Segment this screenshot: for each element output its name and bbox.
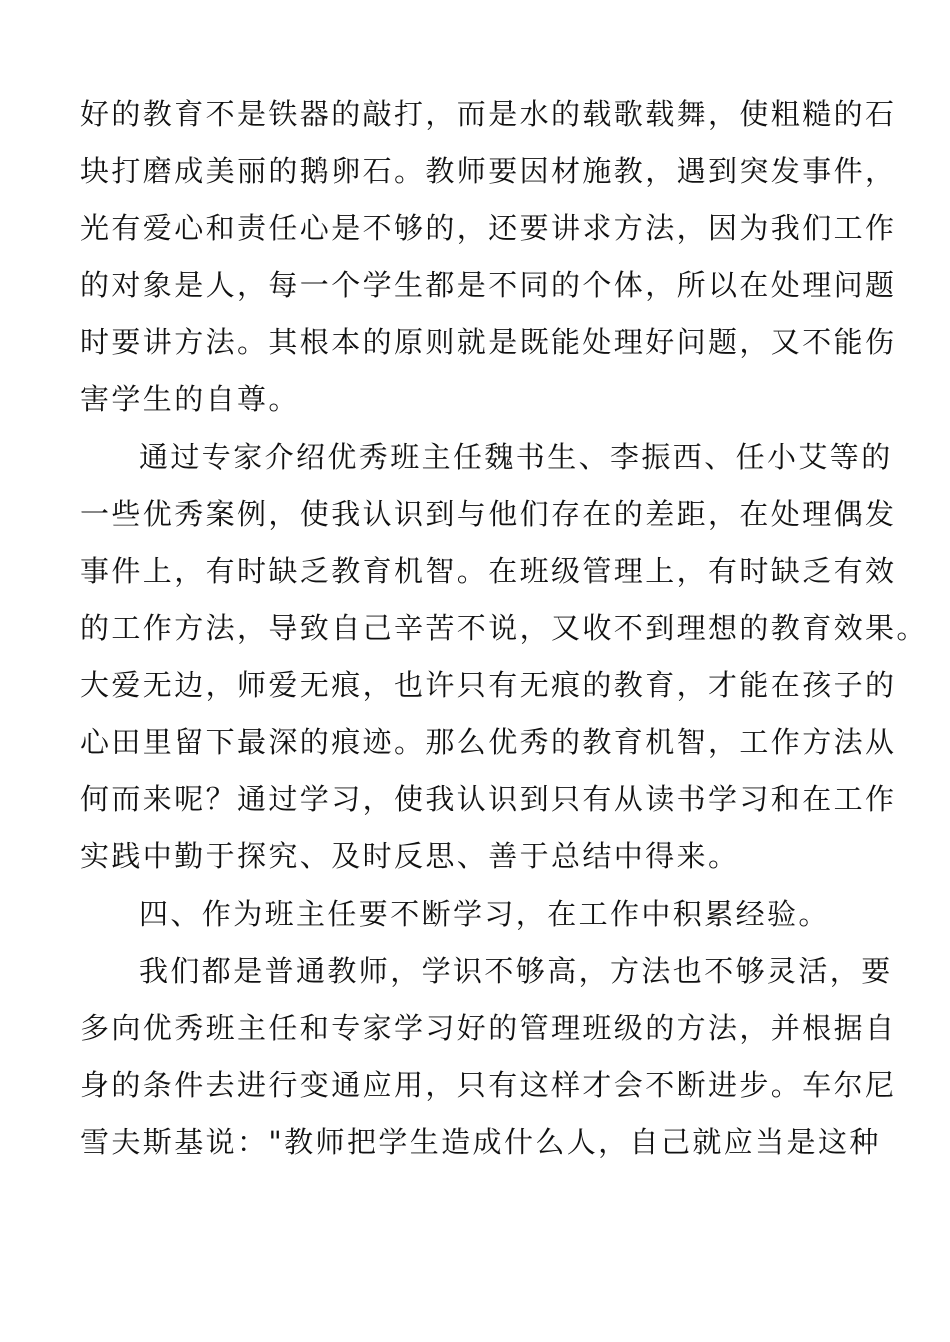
section-heading: 四、作为班主任要不断学习，在工作中积累经验。 xyxy=(139,897,830,931)
text-line: 实践中勤于探究、及时反思、善于总结中得来。 xyxy=(80,839,740,873)
text-line: 的对象是人，每一个学生都是不同的个体，所以在处理问题 xyxy=(80,268,897,302)
text-line: 心田里留下最深的痕迹。那么优秀的教育机智，工作方法从 xyxy=(80,725,897,759)
text-line: 我们都是普通教师，学识不够高，方法也不够灵活，要 xyxy=(139,954,893,988)
text-line: 块打磨成美丽的鹅卵石。教师要因材施教，遇到突发事件， xyxy=(80,154,897,188)
text-line: 通过专家介绍优秀班主任魏书生、李振西、任小艾等的 xyxy=(139,440,893,474)
text-line: 害学生的自尊。 xyxy=(80,382,300,416)
text-line: 事件上，有时缺乏教育机智。在班级管理上，有时缺乏有效 xyxy=(80,554,897,588)
text-line: 雪夫斯基说："教师把学生造成什么人，自己就应当是这种 xyxy=(80,1125,881,1159)
text-line: 多向优秀班主任和专家学习好的管理班级的方法，并根据自 xyxy=(80,1011,897,1045)
text-line: 大爱无边，师爱无痕，也许只有无痕的教育，才能在孩子的 xyxy=(80,668,897,702)
text-line: 时要讲方法。其根本的原则就是既能处理好问题，又不能伤 xyxy=(80,325,897,359)
text-line: 好的教育不是铁器的敲打，而是水的载歌载舞，使粗糙的石 xyxy=(80,97,897,131)
text-line: 身的条件去进行变通应用，只有这样才会不断进步。车尔尼 xyxy=(80,1068,897,1102)
text-line: 的工作方法，导致自己辛苦不说，又收不到理想的教育效果。 xyxy=(80,611,928,645)
text-line: 一些优秀案例，使我认识到与他们存在的差距，在处理偶发 xyxy=(80,497,897,531)
text-line: 光有爱心和责任心是不够的，还要讲求方法，因为我们工作 xyxy=(80,211,897,245)
text-line: 何而来呢？通过学习，使我认识到只有从读书学习和在工作 xyxy=(80,782,897,816)
